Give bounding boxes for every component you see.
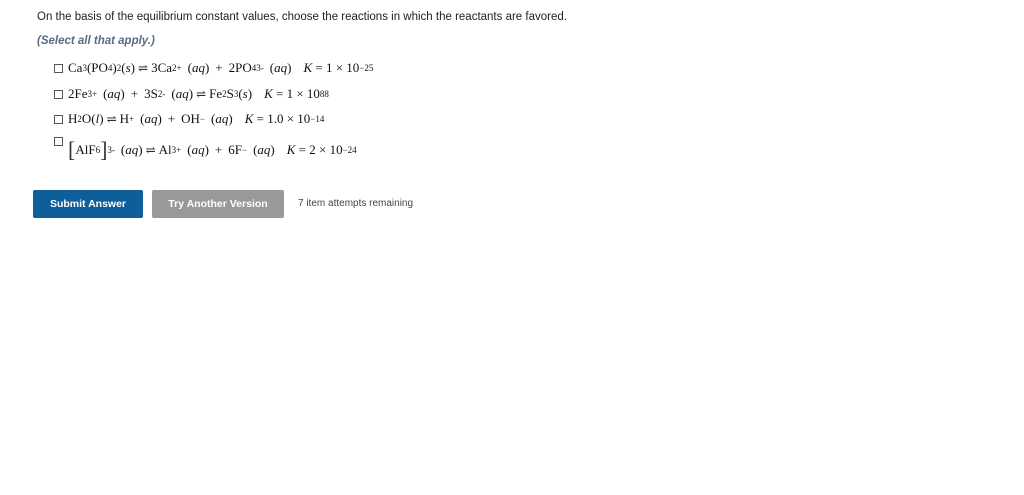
option-1-equation: Ca 3 (PO 4 ) 2 ( s ) ⇌ 3Ca 2+ ( aq ) + 2PO 4 3- ( aq ) K = 1 × 10 −25 bbox=[68, 60, 374, 75]
option-3[interactable] bbox=[54, 109, 324, 129]
option-4[interactable] bbox=[54, 135, 357, 163]
submit-answer-button[interactable]: Submit Answer bbox=[33, 190, 143, 218]
option-2-checkbox[interactable] bbox=[54, 90, 63, 99]
question-text: On the basis of the equilibrium constant values, choose the reactions in which the reactants are favored. bbox=[37, 11, 567, 23]
try-another-version-button[interactable]: Try Another Version bbox=[152, 190, 284, 218]
option-2-equation: 2Fe 3+ ( aq ) + 3S 2- ( aq ) ⇌ Fe 2 S 3 ( s ) K = 1 × 10 88 bbox=[68, 86, 329, 101]
option-3-equation: H 2 O( l ) ⇌ H + ( aq ) + OH − ( aq ) K = 1.0 × 10 −14 bbox=[68, 111, 325, 126]
option-1[interactable] bbox=[54, 58, 373, 78]
option-2[interactable] bbox=[54, 84, 329, 104]
option-4-checkbox[interactable] bbox=[54, 137, 63, 146]
option-3-checkbox[interactable] bbox=[54, 115, 63, 124]
attempts-remaining-text: 7 item attempts remaining bbox=[298, 198, 414, 209]
option-1-checkbox[interactable] bbox=[54, 64, 63, 73]
option-4-equation: [ AlF 6 ] 3- ( aq ) ⇌ Al 3+ ( aq ) + 6F − ( aq ) K = 2 × 10 −24 bbox=[68, 137, 357, 162]
select-all-hint: (Select all that apply.) bbox=[37, 35, 155, 47]
